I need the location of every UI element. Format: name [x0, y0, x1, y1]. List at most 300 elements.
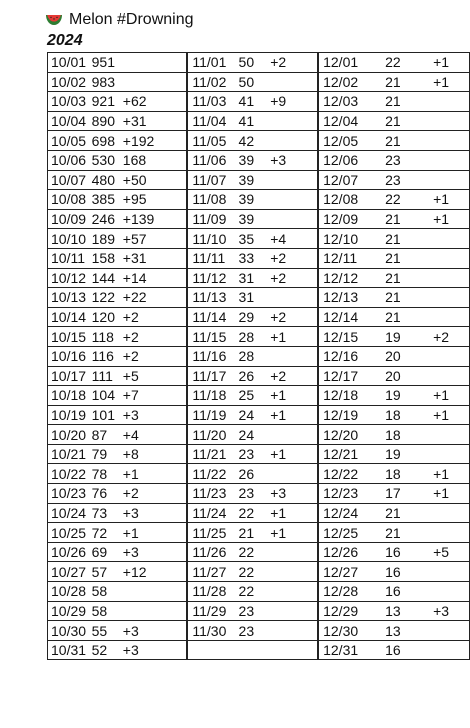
october-table	[47, 52, 187, 660]
date-cell: 10/25	[48, 523, 89, 543]
date-cell: 12/20	[319, 425, 377, 445]
value-cell: 480	[89, 170, 121, 190]
change-cell	[419, 640, 469, 660]
date-cell: 10/12	[48, 268, 89, 288]
value-cell: 19	[377, 386, 419, 406]
value-cell: 21	[377, 131, 419, 151]
table-row	[319, 542, 470, 562]
change-cell	[419, 621, 469, 641]
value-cell: 530	[89, 150, 121, 170]
value-cell: 22	[377, 53, 419, 73]
value-cell: 19	[377, 327, 419, 347]
value-cell: 22	[235, 582, 268, 602]
change-cell: +3	[121, 405, 187, 425]
value-cell: 25	[235, 386, 268, 406]
date-cell: 11/22	[188, 464, 235, 484]
table-row	[188, 150, 318, 170]
table-row	[319, 327, 470, 347]
change-cell	[267, 346, 317, 366]
date-cell: 10/08	[48, 190, 89, 210]
value-cell: 22	[235, 503, 268, 523]
change-cell: +2	[121, 327, 187, 347]
change-cell	[419, 366, 469, 386]
change-cell: +1	[419, 464, 469, 484]
change-cell: +1	[419, 72, 469, 92]
table-row	[48, 268, 187, 288]
change-cell	[267, 190, 317, 210]
date-cell: 10/22	[48, 464, 89, 484]
change-cell	[267, 111, 317, 131]
table-row	[48, 542, 187, 562]
table-row	[188, 601, 318, 621]
date-cell: 10/13	[48, 288, 89, 308]
date-cell: 10/11	[48, 248, 89, 268]
table-row	[188, 542, 318, 562]
value-cell: 246	[89, 209, 121, 229]
change-cell: +62	[121, 92, 187, 112]
date-cell: 10/14	[48, 307, 89, 327]
value-cell: 698	[89, 131, 121, 151]
value-cell: 20	[377, 346, 419, 366]
value-cell: 41	[235, 111, 268, 131]
date-cell: 11/01	[188, 53, 235, 73]
change-cell: +7	[121, 386, 187, 406]
date-cell: 10/01	[48, 53, 89, 73]
table-row	[48, 366, 187, 386]
change-cell	[267, 601, 317, 621]
change-cell	[121, 53, 187, 73]
date-cell: 11/17	[188, 366, 235, 386]
value-cell: 16	[377, 640, 419, 660]
value-cell: 21	[377, 248, 419, 268]
table-row	[319, 307, 470, 327]
table-row	[319, 601, 470, 621]
date-cell: 12/08	[319, 190, 377, 210]
value-cell: 76	[89, 484, 121, 504]
table-row	[319, 346, 470, 366]
date-cell: 11/10	[188, 229, 235, 249]
date-cell: 12/18	[319, 386, 377, 406]
date-cell: 10/29	[48, 601, 89, 621]
change-cell	[267, 131, 317, 151]
change-cell	[419, 150, 469, 170]
change-cell: +1	[419, 53, 469, 73]
table-row	[319, 405, 470, 425]
change-cell	[419, 346, 469, 366]
value-cell: 385	[89, 190, 121, 210]
value-cell: 17	[377, 484, 419, 504]
change-cell: +1	[121, 523, 187, 543]
date-cell: 11/04	[188, 111, 235, 131]
date-cell: 11/11	[188, 248, 235, 268]
table-row	[188, 640, 318, 660]
change-cell: +1	[267, 523, 317, 543]
table-row	[48, 53, 187, 73]
change-cell: +2	[121, 346, 187, 366]
value-cell: 120	[89, 307, 121, 327]
change-cell	[267, 464, 317, 484]
table-row	[48, 601, 187, 621]
change-cell	[419, 582, 469, 602]
change-cell: +2	[267, 248, 317, 268]
table-row	[319, 72, 470, 92]
value-cell: 23	[377, 170, 419, 190]
date-cell: 12/16	[319, 346, 377, 366]
table-row	[188, 582, 318, 602]
change-cell	[121, 601, 187, 621]
value-cell: 72	[89, 523, 121, 543]
change-cell: +1	[419, 405, 469, 425]
date-cell: 10/30	[48, 621, 89, 641]
change-cell: +2	[419, 327, 469, 347]
date-cell: 10/07	[48, 170, 89, 190]
change-cell	[419, 523, 469, 543]
table-row	[319, 621, 470, 641]
table-row	[188, 288, 318, 308]
december-table	[318, 52, 470, 660]
change-cell	[267, 72, 317, 92]
change-cell	[267, 621, 317, 641]
table-row	[319, 170, 470, 190]
date-cell: 11/13	[188, 288, 235, 308]
value-cell: 19	[377, 444, 419, 464]
date-cell: 10/18	[48, 386, 89, 406]
table-row	[48, 111, 187, 131]
watermelon-slice-icon	[45, 14, 63, 26]
change-cell: +12	[121, 562, 187, 582]
date-cell: 11/23	[188, 484, 235, 504]
change-cell: +1	[267, 503, 317, 523]
value-cell: 31	[235, 288, 268, 308]
date-cell: 10/17	[48, 366, 89, 386]
change-cell: +5	[121, 366, 187, 386]
change-cell	[419, 248, 469, 268]
change-cell: +3	[419, 601, 469, 621]
table-row	[188, 92, 318, 112]
table-row	[319, 190, 470, 210]
date-cell: 10/27	[48, 562, 89, 582]
change-cell: +1	[267, 327, 317, 347]
table-row	[319, 229, 470, 249]
change-cell	[419, 307, 469, 327]
change-cell	[419, 288, 469, 308]
change-cell	[419, 229, 469, 249]
table-row	[188, 405, 318, 425]
change-cell: +2	[121, 307, 187, 327]
date-cell: 11/09	[188, 209, 235, 229]
value-cell: 23	[235, 601, 268, 621]
table-row	[188, 170, 318, 190]
change-cell	[267, 288, 317, 308]
change-cell: +2	[267, 268, 317, 288]
table-row	[188, 307, 318, 327]
date-cell: 12/17	[319, 366, 377, 386]
date-cell: 11/08	[188, 190, 235, 210]
date-cell: 10/28	[48, 582, 89, 602]
change-cell: +14	[121, 268, 187, 288]
table-row	[319, 131, 470, 151]
date-cell: 11/07	[188, 170, 235, 190]
change-cell: +139	[121, 209, 187, 229]
date-cell: 10/04	[48, 111, 89, 131]
value-cell: 58	[89, 601, 121, 621]
table-row	[48, 209, 187, 229]
table-row	[188, 464, 318, 484]
value-cell: 16	[377, 542, 419, 562]
change-cell	[419, 503, 469, 523]
table-row	[188, 503, 318, 523]
change-cell: +1	[267, 444, 317, 464]
value-cell: 69	[89, 542, 121, 562]
table-row	[319, 464, 470, 484]
table-row	[188, 346, 318, 366]
value-cell: 18	[377, 405, 419, 425]
value-cell: 23	[235, 484, 268, 504]
date-cell: 10/16	[48, 346, 89, 366]
value-cell: 21	[377, 503, 419, 523]
change-cell: +2	[267, 366, 317, 386]
date-cell: 12/09	[319, 209, 377, 229]
table-row	[188, 484, 318, 504]
date-cell: 12/21	[319, 444, 377, 464]
value-cell: 16	[377, 562, 419, 582]
table-row	[188, 366, 318, 386]
date-cell: 10/06	[48, 150, 89, 170]
table-row	[319, 425, 470, 445]
change-cell: +2	[267, 53, 317, 73]
value-cell: 31	[235, 268, 268, 288]
value-cell: 39	[235, 150, 268, 170]
table-row	[48, 92, 187, 112]
date-cell: 11/30	[188, 621, 235, 641]
table-row	[48, 484, 187, 504]
date-cell: 10/19	[48, 405, 89, 425]
table-row	[48, 503, 187, 523]
date-cell: 11/16	[188, 346, 235, 366]
change-cell: +4	[121, 425, 187, 445]
change-cell: +3	[121, 621, 187, 641]
change-cell	[267, 542, 317, 562]
table-row	[319, 268, 470, 288]
change-cell	[267, 209, 317, 229]
date-cell: 12/28	[319, 582, 377, 602]
year-label: 2024	[47, 32, 83, 49]
date-cell: 11/14	[188, 307, 235, 327]
change-cell	[419, 268, 469, 288]
date-cell: 11/29	[188, 601, 235, 621]
change-cell: +192	[121, 131, 187, 151]
date-cell: 10/05	[48, 131, 89, 151]
table-row	[48, 288, 187, 308]
value-cell: 79	[89, 444, 121, 464]
value-cell: 13	[377, 601, 419, 621]
table-row	[319, 523, 470, 543]
date-cell: 11/19	[188, 405, 235, 425]
date-cell: 10/15	[48, 327, 89, 347]
table-row	[48, 621, 187, 641]
value-cell: 890	[89, 111, 121, 131]
value-cell: 21	[235, 523, 268, 543]
value-cell: 24	[235, 425, 268, 445]
date-cell: 12/23	[319, 484, 377, 504]
table-row	[48, 72, 187, 92]
date-cell: 11/28	[188, 582, 235, 602]
date-cell: 12/27	[319, 562, 377, 582]
value-cell: 983	[89, 72, 121, 92]
date-cell: 11/20	[188, 425, 235, 445]
table-row	[48, 190, 187, 210]
value-cell: 26	[235, 464, 268, 484]
value-cell: 50	[235, 53, 268, 73]
table-row	[48, 464, 187, 484]
value-cell: 116	[89, 346, 121, 366]
table-row	[188, 209, 318, 229]
change-cell: +22	[121, 288, 187, 308]
change-cell: +1	[267, 405, 317, 425]
date-cell: 11/24	[188, 503, 235, 523]
value-cell: 118	[89, 327, 121, 347]
change-cell: +3	[121, 640, 187, 660]
change-cell: +95	[121, 190, 187, 210]
value-cell: 58	[89, 582, 121, 602]
table-row	[319, 248, 470, 268]
change-cell	[419, 131, 469, 151]
table-row	[188, 425, 318, 445]
value-cell: 20	[377, 366, 419, 386]
date-cell: 12/05	[319, 131, 377, 151]
change-cell	[267, 562, 317, 582]
date-cell: 10/10	[48, 229, 89, 249]
value-cell: 28	[235, 327, 268, 347]
value-cell: 73	[89, 503, 121, 523]
value-cell: 50	[235, 72, 268, 92]
value-cell: 23	[235, 621, 268, 641]
value-cell: 21	[377, 111, 419, 131]
date-cell: 12/02	[319, 72, 377, 92]
value-cell: 951	[89, 53, 121, 73]
value-cell: 22	[235, 562, 268, 582]
value-cell: 18	[377, 464, 419, 484]
date-cell: 11/12	[188, 268, 235, 288]
change-cell: +31	[121, 111, 187, 131]
date-cell: 12/24	[319, 503, 377, 523]
table-row	[48, 229, 187, 249]
value-cell: 21	[377, 268, 419, 288]
value-cell: 21	[377, 72, 419, 92]
change-cell: +3	[267, 484, 317, 504]
table-row	[48, 405, 187, 425]
table-row	[188, 111, 318, 131]
date-cell: 11/26	[188, 542, 235, 562]
value-cell: 22	[377, 190, 419, 210]
change-cell	[267, 582, 317, 602]
change-cell: +2	[121, 484, 187, 504]
date-cell: 12/15	[319, 327, 377, 347]
value-cell: 28	[235, 346, 268, 366]
table-row	[188, 131, 318, 151]
value-cell: 101	[89, 405, 121, 425]
date-cell: 12/29	[319, 601, 377, 621]
table-row	[319, 386, 470, 406]
value-cell: 16	[377, 582, 419, 602]
value-cell: 21	[377, 229, 419, 249]
value-cell: 23	[235, 444, 268, 464]
value-cell: 39	[235, 209, 268, 229]
table-row	[48, 327, 187, 347]
date-cell: 10/20	[48, 425, 89, 445]
page-title: Melon #Drowning	[69, 11, 194, 28]
date-cell: 12/10	[319, 229, 377, 249]
table-row	[319, 484, 470, 504]
date-cell: 11/05	[188, 131, 235, 151]
value-cell: 42	[235, 131, 268, 151]
change-cell	[267, 170, 317, 190]
table-row	[48, 307, 187, 327]
table-row	[319, 111, 470, 131]
november-table	[187, 52, 318, 660]
table-row	[319, 209, 470, 229]
value-cell: 33	[235, 248, 268, 268]
value-cell: 21	[377, 523, 419, 543]
value-cell: 21	[377, 209, 419, 229]
table-row	[48, 523, 187, 543]
date-cell: 10/24	[48, 503, 89, 523]
date-cell: 11/06	[188, 150, 235, 170]
change-cell: +1	[419, 190, 469, 210]
change-cell: +1	[419, 386, 469, 406]
value-cell: 21	[377, 288, 419, 308]
value-cell: 87	[89, 425, 121, 445]
date-cell: 12/03	[319, 92, 377, 112]
table-row	[319, 92, 470, 112]
date-cell: 10/09	[48, 209, 89, 229]
change-cell: +4	[267, 229, 317, 249]
value-cell: 39	[235, 170, 268, 190]
change-cell: +50	[121, 170, 187, 190]
change-cell: +9	[267, 92, 317, 112]
table-row	[319, 288, 470, 308]
change-cell	[419, 425, 469, 445]
table-row	[319, 366, 470, 386]
table-row	[319, 503, 470, 523]
table-row	[48, 170, 187, 190]
date-cell: 12/19	[319, 405, 377, 425]
change-cell	[121, 582, 187, 602]
table-row	[188, 268, 318, 288]
value-cell: 122	[89, 288, 121, 308]
value-cell: 55	[89, 621, 121, 641]
date-cell: 11/27	[188, 562, 235, 582]
table-row	[188, 72, 318, 92]
change-cell: +57	[121, 229, 187, 249]
date-cell: 10/31	[48, 640, 89, 660]
table-row	[48, 425, 187, 445]
table-row	[319, 150, 470, 170]
table-row	[48, 386, 187, 406]
table-row	[188, 621, 318, 641]
change-cell: +5	[419, 542, 469, 562]
change-cell	[419, 92, 469, 112]
table-row	[188, 327, 318, 347]
change-cell: +1	[419, 484, 469, 504]
table-row	[188, 190, 318, 210]
date-cell: 10/02	[48, 72, 89, 92]
data-grid	[47, 52, 470, 660]
change-cell: +1	[419, 209, 469, 229]
value-cell: 39	[235, 190, 268, 210]
date-cell: 12/14	[319, 307, 377, 327]
table-row	[48, 640, 187, 660]
